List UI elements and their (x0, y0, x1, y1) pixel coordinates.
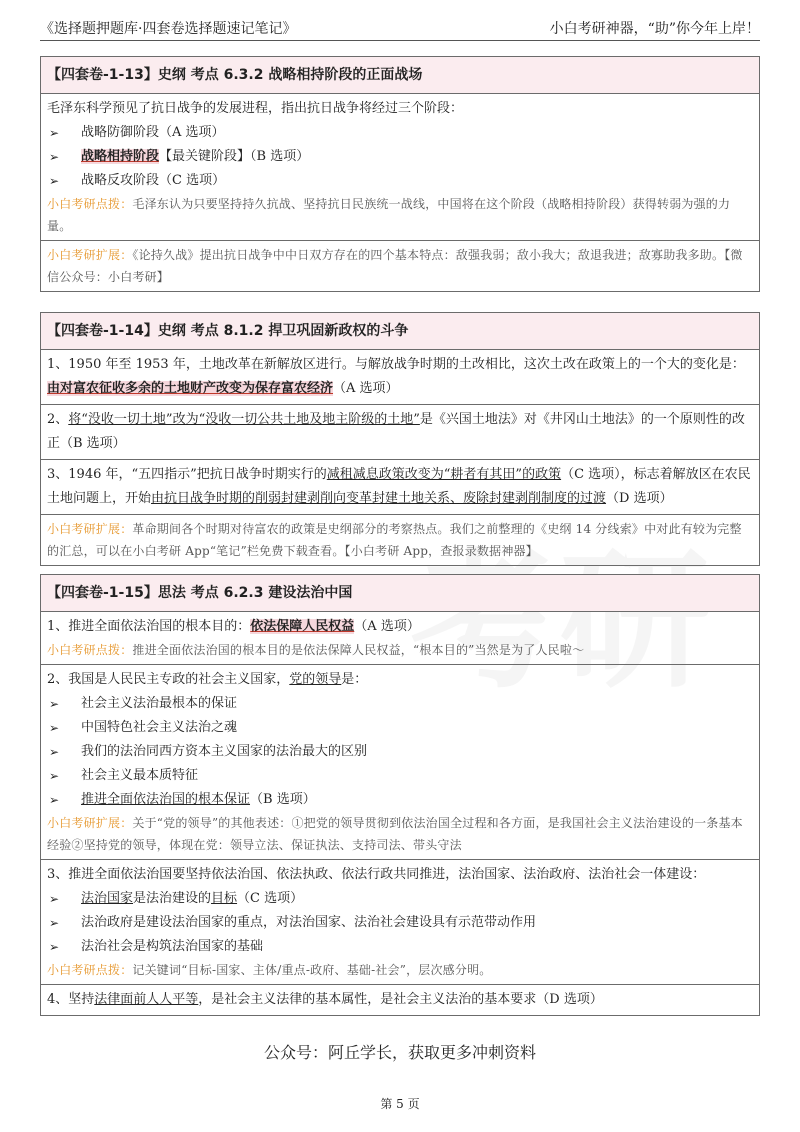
bullet-item (47, 788, 753, 812)
point-text (47, 668, 753, 692)
bullet-item: ➢ 社会主义最本质特征 (47, 764, 753, 788)
point-3 (41, 860, 759, 985)
point-text (47, 353, 753, 401)
card-1-13 (40, 56, 760, 292)
bullet-item (47, 887, 753, 911)
note-label: 小白考研点拨： (47, 197, 133, 211)
point-2 (41, 665, 759, 860)
extension-note (47, 244, 753, 288)
card-title: 【四套卷-1-15】思法 考点 6.2.3 建设法治中国 (41, 575, 759, 612)
note-label: 小白考研扩展： (47, 816, 133, 830)
text: （C 选项） (237, 891, 304, 906)
extension-note (47, 518, 753, 562)
point-text (47, 615, 753, 639)
bullet-item: ➢ 法治社会是构筑法治国家的基础 (47, 935, 753, 959)
card-1-14 (40, 312, 760, 566)
underlined-text: 党的领导 (289, 672, 342, 687)
header-left-title: 《选择题押题库·四套卷选择题速记笔记》 (40, 21, 297, 37)
point-1 (41, 350, 759, 405)
bullet-item: ➢ 法治政府是建设法治国家的重点，对法治国家、法治社会建设具有示范带动作用 (47, 911, 753, 935)
text: 是： (341, 672, 368, 687)
bullet-text: 【最关键阶段】（B 选项） (159, 149, 310, 164)
text: 4、坚持 (47, 992, 95, 1007)
point-3 (41, 460, 759, 515)
text: 是法治建设的 (133, 891, 212, 906)
point-text (47, 463, 753, 511)
underlined-text: 将“没收一切土地”改为“没收一切公共土地及地主阶级的土地” (68, 412, 420, 427)
bullet-item: ➢ 社会主义法治最根本的保证 (47, 692, 753, 716)
note-text: 记关键词“目标-国家、主体/重点-政府、基础-社会”，层次感分明。 (132, 963, 492, 977)
tip-note (47, 193, 753, 237)
note-text: 毛泽东认为只要坚持持久抗战、坚持抗日民族统一战线，中国将在这个阶段（战略相持阶段）获得转弱为强的力量。 (47, 197, 731, 233)
text: ，是社会主义法律的基本属性，是社会主义法治的基本要求（D 选项） (198, 992, 603, 1007)
text: 1、1950 年至 1953 年，土地改革在新解放区进行。与解放战争时期的土改相比，这次土改在政策上的一个大的变化是： (47, 357, 745, 372)
text: 2、 (47, 412, 69, 427)
bullet-item (47, 145, 753, 169)
bullet-item: ➢ 战略防御阶段（A 选项） (47, 121, 753, 145)
note-text: 《论持久战》提出抗日战争中中日双方存在的四个基本特点：敌强我弱；敌小我大；敌退我进；敌寡助我多助。【微信公众号：小白考研】 (47, 248, 743, 284)
card-1-15 (40, 574, 760, 1016)
underlined-text: 由抗日战争时期的削弱封建剥削向变革封建土地关系、废除封建剥削制度的过渡 (151, 491, 607, 506)
highlight-answer: 由对富农征收多余的土地财产改变为保存富农经济 (47, 381, 334, 396)
card-title: 【四套卷-1-14】史纲 考点 8.1.2 捍卫巩固新政权的斗争 (41, 313, 759, 350)
note-label: 小白考研点拨： (47, 643, 133, 657)
text: 3、1946 年，“五四指示”把抗日战争时期实行的 (47, 467, 327, 482)
extension-section (41, 515, 759, 565)
extension-section (41, 241, 759, 291)
footer-promo: 公众号：阿丘学长，获取更多冲刺资料 (263, 1043, 536, 1062)
point-4 (41, 985, 759, 1015)
underlined-text: 目标 (211, 891, 238, 906)
underlined-text: 法治国家 (81, 891, 134, 906)
highlight-answer: 依法保障人民权益 (250, 619, 355, 634)
card-body (41, 94, 759, 241)
card-title: 【四套卷-1-13】史纲 考点 6.3.2 战略相持阶段的正面战场 (41, 57, 759, 94)
page-number: 第 5 页 (380, 1097, 420, 1111)
note-text: 革命期间各个时期对待富农的政策是史纲部分的考察热点。我们之前整理的《史纲 14 分线索》中对此有较为完整的汇总，可以在小白考研 App“笔记”栏免费下载查看。【小白考研 App，查报录数据神器】 (47, 522, 742, 558)
note-text: 推进全面依法治国的根本目的是依法保障人民权益，“根本目的”当然是为了人民啦～ (132, 643, 585, 657)
text: 是《兴国土地法》对《井冈山土地法》的一个原则性的改正（B 选项） (47, 412, 745, 451)
point-2 (41, 405, 759, 460)
intro-text: 毛泽东科学预见了抗日战争的发展进程，指出抗日战争将经过三个阶段： (47, 101, 464, 116)
extension-note (47, 812, 753, 856)
header-right-slogan: 小白考研神器，“助”你今年上岸！ (549, 21, 760, 37)
text: （D 选项） (606, 491, 673, 506)
underlined-text: 推进全面依法治国的根本保证 (81, 792, 251, 807)
text: 1、推进全面依法治国的根本目的： (47, 619, 251, 634)
bullet-item: ➢ 我们的法治同西方资本主义国家的法治最大的区别 (47, 740, 753, 764)
point-1 (41, 612, 759, 665)
note-label: 小白考研点拨： (47, 963, 133, 977)
text: （B 选项） (250, 792, 316, 807)
page-header (40, 14, 760, 41)
text: 2、我国是人民民主专政的社会主义国家， (47, 672, 290, 687)
highlight-answer: 战略相持阶段 (81, 149, 160, 164)
bullet-item: ➢ 战略反攻阶段（C 选项） (47, 169, 753, 193)
point-text (47, 408, 753, 456)
note-text: 关于“党的领导”的其他表述：①把党的领导贯彻到依法治国全过程和各方面，是我国社会主义法治建设的一条基本经验②坚持党的领导，体现在党：领导立法、保证执法、支持司法、带头守法 (47, 816, 743, 852)
note-label: 小白考研扩展： (47, 248, 133, 262)
text: （C 选项），标志着解放区在农民土地问题上，开始 (47, 467, 751, 506)
text: （A 选项） (333, 381, 399, 396)
point-text: 3、推进全面依法治国要坚持依法治国、依法执政、依法行政共同推进，法治国家、法治政府、法治社会一体建设： (47, 867, 706, 882)
note-label: 小白考研扩展： (47, 522, 133, 536)
point-text (47, 988, 753, 1012)
underlined-text: 减租减息政策改变为“耕者有其田”的政策 (326, 467, 562, 482)
text: （A 选项） (354, 619, 420, 634)
tip-note (47, 639, 753, 661)
bullet-item: ➢ 中国特色社会主义法治之魂 (47, 716, 753, 740)
tip-note (47, 959, 753, 981)
underlined-text: 法律面前人人平等 (94, 992, 199, 1007)
